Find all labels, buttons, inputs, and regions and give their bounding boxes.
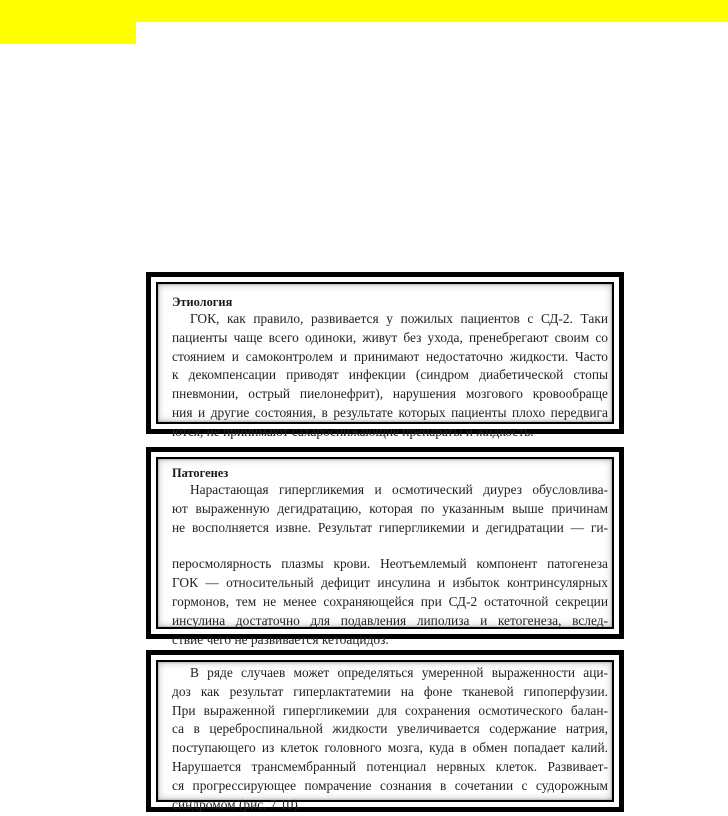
text-gap bbox=[172, 537, 608, 555]
text-line: ГОК, как правило, развивается у пожилых пациентов с СД-2. Таки bbox=[190, 311, 608, 326]
text-line: ствие чего не развивается кетоацидоз. bbox=[172, 631, 389, 647]
text-line: В ряде случаев может определяться умеренной выраженности аци- bbox=[190, 665, 608, 680]
text-line: Нарастающая гипергликемия и осмотический диурез обусловлива- bbox=[190, 482, 608, 497]
highlight-bar-top bbox=[0, 0, 728, 22]
continuation-scan-image bbox=[156, 660, 614, 812]
text-line: поступающего из клеток головного мозга, куда в обмен попадает калий. bbox=[172, 740, 608, 756]
continuation-scan-frame bbox=[146, 650, 624, 812]
text-line: ют выраженную дегидратацию, которая по указанным выше причинам bbox=[172, 500, 608, 516]
text-line: пациенты чаще всего одиноки, живут без ухода, пренебрегают своим со bbox=[172, 329, 608, 345]
etiology-scan-frame bbox=[146, 272, 624, 439]
etiology-text bbox=[172, 294, 608, 442]
highlight-bar-small bbox=[0, 22, 136, 44]
pathogenesis-scan-frame bbox=[146, 447, 624, 647]
etiology-heading: Этиология bbox=[172, 295, 233, 309]
pathogenesis-scan-image bbox=[156, 457, 614, 647]
text-line: ются, не принимают сахароснижающие препараты и жидкость. bbox=[172, 423, 534, 439]
text-line: Нарушается трансмембранный потенциал нервных клеток. Развивает- bbox=[172, 758, 608, 774]
text-line: инсулина достаточно для подавления липолиза и кетогенеза, вслед- bbox=[172, 612, 608, 628]
text-line: перосмолярность плазмы крови. Неотъемлемый компонент патогенеза bbox=[172, 556, 608, 572]
text-line: к декомпенсации приводят инфекции (синдром диабетической стопы bbox=[172, 367, 608, 383]
text-line: доз как результат гиперлактатемии на фоне тканевой гипоперфузии. bbox=[172, 683, 608, 699]
text-line: ГОК — относительный дефицит инсулина и избыток контринсулярных bbox=[172, 575, 608, 591]
pathogenesis-text bbox=[172, 465, 608, 649]
text-line: стоянием и самоконтролем и принимают недостаточно жидкости. Часто bbox=[172, 348, 608, 364]
text-line: При выраженной гипергликемии для сохранения осмотического балан- bbox=[172, 702, 608, 718]
text-line: ся прогрессирующее помрачение сознания в сочетании с судорожным bbox=[172, 777, 608, 793]
text-line: синдромом (рис. 7.10). bbox=[172, 796, 302, 812]
text-line: ния и другие состояния, в результате которых пациенты плохо передвига bbox=[172, 404, 608, 420]
etiology-scan-image bbox=[156, 282, 614, 439]
text-line: пневмонии, острый пиелонефрит), нарушения мозгового кровообраще bbox=[172, 386, 608, 402]
pathogenesis-heading: Патогенез bbox=[172, 466, 229, 480]
text-line: не восполняется извне. Результат гипергликемии и дегидратации — ги- bbox=[172, 519, 608, 535]
text-line: са в цереброспинальной жидкости увеличивается содержание натрия, bbox=[172, 721, 608, 737]
continuation-text bbox=[172, 664, 608, 814]
text-line: гормонов, тем не менее сохраняющейся при СД-2 остаточной секреции bbox=[172, 593, 608, 609]
